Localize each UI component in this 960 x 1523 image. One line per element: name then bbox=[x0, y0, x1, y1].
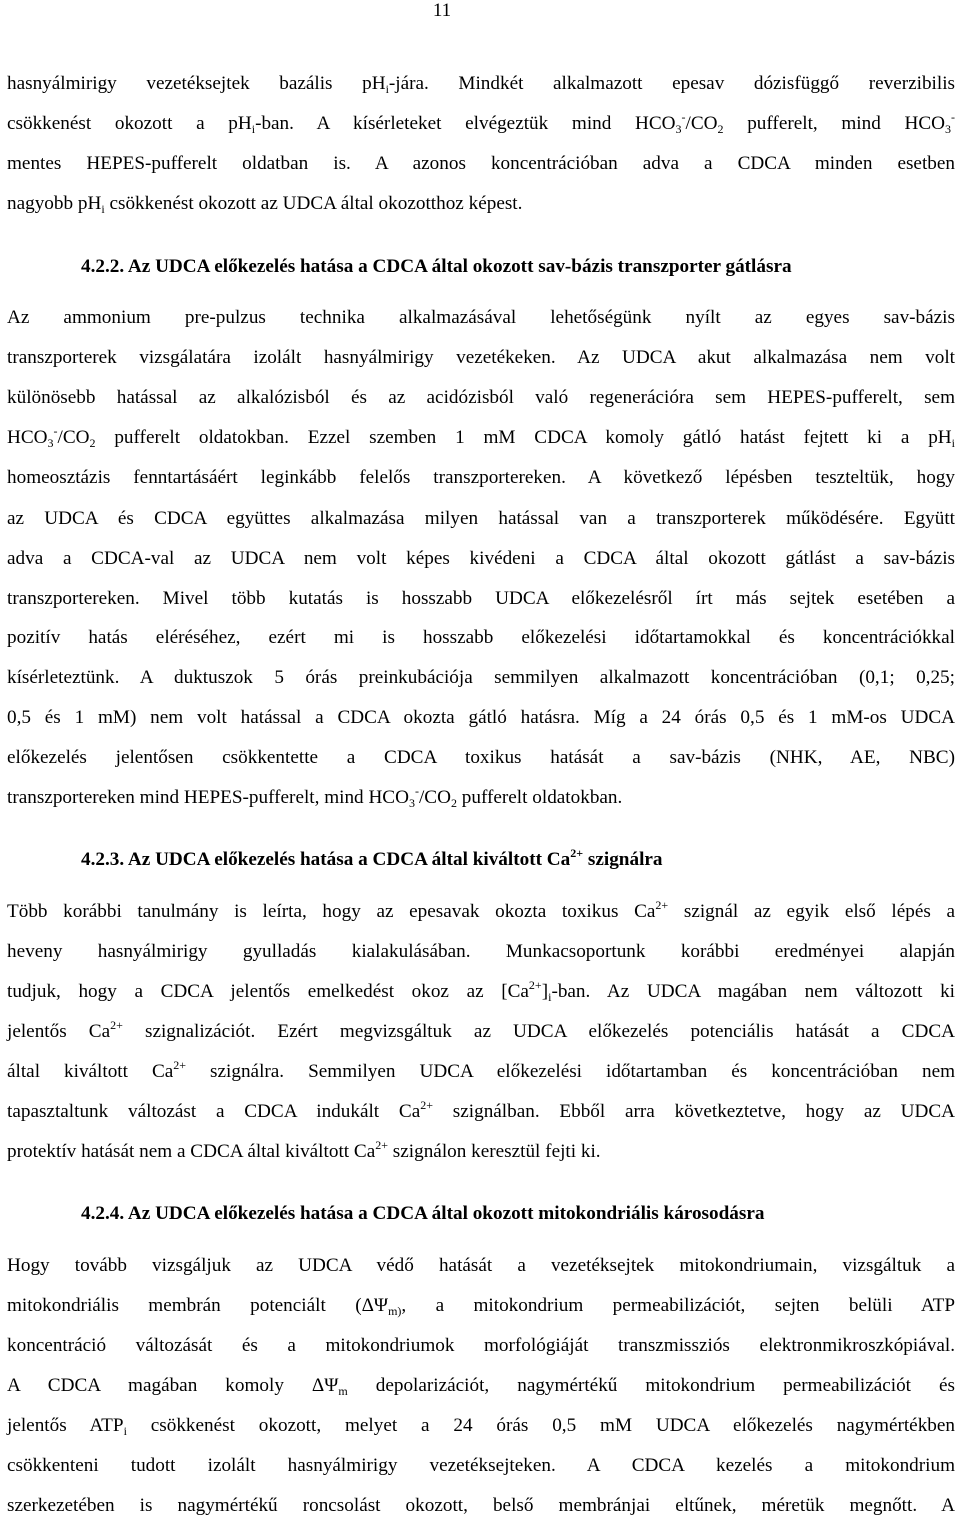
paragraph-4-line: koncentráció változását és a mitokondriumok morfológiáját transzmissziós elektronmikroszkópiával. bbox=[7, 1335, 955, 1356]
paragraph-2-line: különösebb hatással az alkalózisból és az acidózisból való regenerációra sem HEPES-pufferelt, sem bbox=[7, 387, 955, 408]
paragraph-3-line: tudjuk, hogy a CDCA jelentős emelkedést okoz az $[Ca^{2+}]_i$-ban. Az UDCA magában nem változott ki bbox=[7, 978, 955, 1004]
paragraph-2-line: Az ammonium pre-pulzus technika alkalmazásával lehetőségünk nyílt az egyes sav-bázis bbox=[7, 307, 955, 328]
paragraph-3-line: heveny hasnyálmirigy gyulladás kialakulásában. Munkacsoportunk korábbi eredményei alapján bbox=[7, 941, 955, 962]
paragraph-1-line: csökkenést okozott a $pH_i$-ban. A kísérleteket elvégeztük mind $HCO_3^-/CO_2$ pufferelt, mind $HCO_3^-$ bbox=[7, 110, 955, 136]
paragraph-2-line: 0,5 és 1 mM) nem volt hatással a CDCA okozta gátló hatásra. Míg a 24 órás 0,5 és 1 mM-os UDCA bbox=[7, 707, 955, 728]
paragraph-1-line: mentes HEPES-pufferelt oldatban is. A azonos koncentrációban adva a CDCA minden esetben bbox=[7, 153, 955, 174]
page-number: 11 bbox=[432, 0, 452, 21]
paragraph-2-line: adva a CDCA-val az UDCA nem volt képes kivédeni a CDCA által okozott gátlást a sav-bázis bbox=[7, 548, 955, 569]
paragraph-2-line: kísérleteztünk. A duktuszok 5 órás preinkubációja semmilyen alkalmazott koncentrációban (0,1; 0,25; bbox=[7, 667, 955, 688]
section-heading-4-2-3: 4.2.3. Az UDCA előkezelés hatása a CDCA által kiváltott $Ca^{2+}$ szignálra bbox=[81, 846, 663, 870]
section-heading-4-2-2: 4.2.2. Az UDCA előkezelés hatása a CDCA által okozott sav-bázis transzporter gátlásra bbox=[81, 256, 792, 277]
paragraph-4-line: mitokondriális membrán potenciált ($\Delta\Psi_{m)}$, a mitokondrium permeabilizációt, sejten belüli ATP bbox=[7, 1295, 955, 1318]
paragraph-3-line: jelentős $Ca^{2+}$ szignalizációt. Ezért megvizsgáltuk az UDCA előkezelés potenciális hatását a CDCA bbox=[7, 1018, 955, 1042]
paragraph-2-line: transzporterek vizsgálatára izolált hasnyálmirigy vezetékeken. Az UDCA akut alkalmazása nem volt bbox=[7, 347, 955, 368]
paragraph-2-line: előkezelés jelentősen csökkentette a CDCA toxikus hatását a sav-bázis (NHK, AE, NBC) bbox=[7, 747, 955, 768]
paragraph-4-line: csökkenteni tudott izolált hasnyálmirigy vezetéksejteken. A CDCA kezelés a mitokondrium bbox=[7, 1455, 955, 1476]
paragraph-2-line: homeosztázis fenntartásáért leginkább felelős transzportereken. A következő lépésben teszteltük, hogy bbox=[7, 467, 955, 488]
paragraph-1-line: nagyobb $pH_i$ csökkenést okozott az UDCA által okozotthoz képest. bbox=[7, 193, 523, 216]
section-heading-4-2-4: 4.2.4. Az UDCA előkezelés hatása a CDCA által okozott mitokondriális károsodásra bbox=[81, 1203, 765, 1224]
paragraph-3-line: protektív hatását nem a CDCA által kiváltott $Ca^{2+}$ szignálon keresztül fejti ki. bbox=[7, 1138, 601, 1162]
paragraph-4-line: A CDCA magában komoly $\Delta\Psi_m$ depolarizációt, nagymértékű mitokondrium permeabilizációt és bbox=[7, 1375, 955, 1398]
paragraph-3-line: által kiváltott $Ca^{2+}$ szignálra. Semmilyen UDCA előkezelési időtartamban és koncentrációban nem bbox=[7, 1058, 956, 1082]
paragraph-2-line: pozitív hatás eléréséhez, ezért mi is hosszabb előkezelési időtartamokkal és koncentrációkkal bbox=[7, 627, 955, 648]
paragraph-4-line: szerkezetében is nagymértékű roncsolást okozott, belső membránjai eltűnek, méretük megnőtt. A bbox=[7, 1495, 955, 1516]
paragraph-3-line: tapasztaltunk változást a CDCA indukált $Ca^{2+}$ szignálban. Ebből arra következtetve, hogy az UDCA bbox=[7, 1098, 955, 1122]
paragraph-2-line: $HCO_3^-/CO_2$ pufferelt oldatokban. Ezzel szemben 1 mM CDCA komoly gátló hatást fejtett ki a $pH_i$ bbox=[7, 424, 955, 450]
paragraph-4-line: Hogy tovább vizsgáljuk az UDCA védő hatását a vezetéksejtek mitokondriumain, vizsgáltuk a bbox=[7, 1255, 955, 1276]
paragraph-1-line: hasnyálmirigy vezetéksejtek bazális $pH_i$-jára. Mindkét alkalmazott epesav dózisfüggő reverzibilis bbox=[7, 73, 955, 96]
paragraph-2-line: transzportereken mind HEPES-pufferelt, mind $HCO_3^-/CO_2$ pufferelt oldatokban. bbox=[7, 784, 623, 810]
paragraph-3-line: Több korábbi tanulmány is leírta, hogy az epesavak okozta toxikus $Ca^{2+}$ szignál az egyik első lépés a bbox=[7, 898, 956, 922]
paragraph-2-line: transzportereken. Mivel több kutatás is hosszabb UDCA előkezelésről írt más sejtek esetében a bbox=[7, 588, 955, 609]
paragraph-4-line: jelentős $ATP_i$ csökkenést okozott, melyet a 24 órás 0,5 mM UDCA előkezelés nagymértékben bbox=[7, 1415, 955, 1438]
paragraph-2-line: az UDCA és CDCA együttes alkalmazása milyen hatással van a transzporterek működésére. Együtt bbox=[7, 508, 955, 529]
